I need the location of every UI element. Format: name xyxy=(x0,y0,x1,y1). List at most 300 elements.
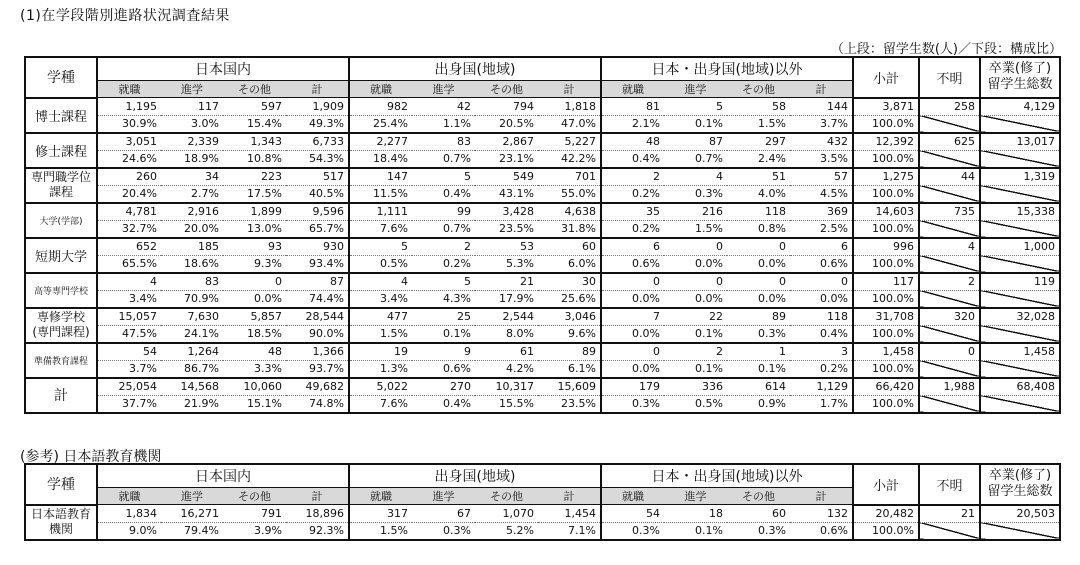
count-cell: 5,022 xyxy=(349,378,412,396)
count-cell: 7,630 xyxy=(161,308,223,326)
ratio-cell: 21.9% xyxy=(161,395,223,413)
ratio-cell: 1.7% xyxy=(790,395,853,413)
empty-diagonal-cell xyxy=(980,255,1060,273)
count-cell: 21 xyxy=(919,505,980,523)
ratio-cell: 100.0% xyxy=(853,290,919,308)
count-cell: 0 xyxy=(727,238,790,256)
count-cell: 48 xyxy=(223,343,286,361)
ratio-cell: 93.4% xyxy=(286,255,349,273)
row-name: 高等専門学校 xyxy=(25,273,97,308)
ratio-cell: 43.1% xyxy=(475,185,538,203)
count-cell: 54 xyxy=(97,343,161,361)
ratio-cell: 2.5% xyxy=(790,220,853,238)
count-cell: 0 xyxy=(919,343,980,361)
count-cell: 25,054 xyxy=(97,378,161,396)
ratio-cell: 100.0% xyxy=(853,115,919,133)
count-cell: 57 xyxy=(790,168,853,186)
row-name: 専門職学位課程 xyxy=(25,168,97,203)
ratio-cell: 2.1% xyxy=(601,115,664,133)
count-cell: 10,060 xyxy=(223,378,286,396)
ratio-cell: 65.5% xyxy=(97,255,161,273)
count-cell: 625 xyxy=(919,133,980,151)
ratio-cell: 0.5% xyxy=(664,395,727,413)
count-cell: 54 xyxy=(601,505,664,523)
count-cell: 28,544 xyxy=(286,308,349,326)
ratio-cell: 86.7% xyxy=(161,360,223,378)
count-cell: 270 xyxy=(412,378,475,396)
count-cell: 99 xyxy=(412,203,475,221)
count-cell: 517 xyxy=(286,168,349,186)
ratio-cell: 0.3% xyxy=(727,325,790,343)
ratio-cell: 90.0% xyxy=(286,325,349,343)
subheader-employment: 就職 xyxy=(97,81,161,98)
ratio-cell: 47.5% xyxy=(97,325,161,343)
empty-diagonal-cell xyxy=(980,325,1060,343)
count-cell: 49,682 xyxy=(286,378,349,396)
ratio-cell: 100.0% xyxy=(853,150,919,168)
ratio-cell: 0.3% xyxy=(664,185,727,203)
count-cell: 3,051 xyxy=(97,133,161,151)
unit-note: （上段：留学生数(人)／下段：構成比） xyxy=(830,42,1062,57)
ratio-cell: 4.5% xyxy=(790,185,853,203)
count-cell: 2 xyxy=(601,168,664,186)
ratio-cell: 0.2% xyxy=(790,360,853,378)
ratio-cell: 0.1% xyxy=(664,325,727,343)
ratio-cell: 17.9% xyxy=(475,290,538,308)
count-cell: 701 xyxy=(538,168,601,186)
ref-header-group-other: 日本・出身国(地域)以外 xyxy=(601,464,853,488)
header-total-line1: 卒業(修了) xyxy=(988,61,1052,77)
ratio-cell: 100.0% xyxy=(853,522,919,540)
subheader-further-study: 進学 xyxy=(664,81,727,98)
ratio-cell: 23.1% xyxy=(475,150,538,168)
count-cell: 0 xyxy=(790,273,853,291)
count-cell: 144 xyxy=(790,98,853,116)
count-cell: 58 xyxy=(727,98,790,116)
count-cell: 2 xyxy=(412,238,475,256)
empty-diagonal-cell xyxy=(919,220,980,238)
subheader-employment: 就職 xyxy=(601,488,664,505)
count-cell: 4 xyxy=(349,273,412,291)
subheader-total: 計 xyxy=(538,81,601,98)
count-cell: 132 xyxy=(790,505,853,523)
ratio-cell: 0.6% xyxy=(601,255,664,273)
ratio-cell: 47.0% xyxy=(538,115,601,133)
empty-diagonal-cell xyxy=(980,115,1060,133)
ref-header-subtotal: 小計 xyxy=(853,464,919,505)
count-cell: 48 xyxy=(601,133,664,151)
ratio-cell: 18.4% xyxy=(349,150,412,168)
empty-diagonal-cell xyxy=(980,290,1060,308)
ratio-cell: 0.4% xyxy=(412,395,475,413)
ratio-cell: 74.4% xyxy=(286,290,349,308)
ratio-cell: 2.4% xyxy=(727,150,790,168)
ratio-cell: 100.0% xyxy=(853,395,919,413)
empty-diagonal-cell xyxy=(980,360,1060,378)
count-cell: 30 xyxy=(538,273,601,291)
row-name: 専修学校(専門課程) xyxy=(25,308,97,343)
ratio-cell: 0.0% xyxy=(223,290,286,308)
row-name: 大学(学部) xyxy=(25,203,97,238)
count-cell: 1,366 xyxy=(286,343,349,361)
ratio-cell: 0.8% xyxy=(727,220,790,238)
subheader-employment: 就職 xyxy=(97,488,161,505)
count-cell: 4,781 xyxy=(97,203,161,221)
ratio-cell: 0.9% xyxy=(727,395,790,413)
count-cell: 14,568 xyxy=(161,378,223,396)
count-cell: 1,458 xyxy=(853,343,919,361)
ref-header-group-home-country: 出身国(地域) xyxy=(349,464,601,488)
ref-header-total-graduates xyxy=(980,464,1060,505)
ratio-cell: 0.2% xyxy=(601,185,664,203)
ratio-cell: 70.9% xyxy=(161,290,223,308)
count-cell: 2 xyxy=(919,273,980,291)
ratio-cell: 92.3% xyxy=(286,522,349,540)
ratio-cell: 18.6% xyxy=(161,255,223,273)
count-cell: 1,988 xyxy=(919,378,980,396)
count-cell: 1,899 xyxy=(223,203,286,221)
ratio-cell: 1.3% xyxy=(349,360,412,378)
ratio-cell: 0.4% xyxy=(601,150,664,168)
ratio-cell: 0.1% xyxy=(412,325,475,343)
count-cell: 5 xyxy=(349,238,412,256)
count-cell: 14,603 xyxy=(853,203,919,221)
count-cell: 2,277 xyxy=(349,133,412,151)
count-cell: 18 xyxy=(664,505,727,523)
count-cell: 652 xyxy=(97,238,161,256)
count-cell: 5 xyxy=(412,273,475,291)
subheader-other: その他 xyxy=(475,488,538,505)
row-name: 日本語教育機関 xyxy=(25,505,97,540)
count-cell: 1,319 xyxy=(980,168,1060,186)
ratio-cell: 0.4% xyxy=(790,325,853,343)
header-total-graduates xyxy=(980,57,1060,98)
ratio-cell: 1.5% xyxy=(664,220,727,238)
count-cell: 1,834 xyxy=(97,505,161,523)
count-cell: 22 xyxy=(664,308,727,326)
ratio-cell: 0.3% xyxy=(412,522,475,540)
count-cell: 67 xyxy=(412,505,475,523)
subheader-employment: 就職 xyxy=(349,488,412,505)
ratio-cell: 0.1% xyxy=(664,360,727,378)
count-cell: 794 xyxy=(475,98,538,116)
count-cell: 19 xyxy=(349,343,412,361)
ratio-cell: 11.5% xyxy=(349,185,412,203)
count-cell: 83 xyxy=(161,273,223,291)
count-cell: 2,339 xyxy=(161,133,223,151)
ratio-cell: 18.9% xyxy=(161,150,223,168)
count-cell: 1,343 xyxy=(223,133,286,151)
empty-diagonal-cell xyxy=(919,290,980,308)
ref-header-total-line2: 留学生総数 xyxy=(987,484,1053,500)
subheader-total: 計 xyxy=(538,488,601,505)
ratio-cell: 3.0% xyxy=(161,115,223,133)
ratio-cell: 25.6% xyxy=(538,290,601,308)
count-cell: 9 xyxy=(412,343,475,361)
count-cell: 68,408 xyxy=(980,378,1060,396)
ratio-cell: 3.9% xyxy=(223,522,286,540)
ratio-cell: 20.4% xyxy=(97,185,161,203)
row-name: 準備教育課程 xyxy=(25,343,97,378)
count-cell: 51 xyxy=(727,168,790,186)
subheader-other: その他 xyxy=(727,81,790,98)
empty-diagonal-cell xyxy=(919,395,980,413)
subheader-other: その他 xyxy=(223,81,286,98)
subheader-employment: 就職 xyxy=(601,81,664,98)
ratio-cell: 3.7% xyxy=(790,115,853,133)
ratio-cell: 7.1% xyxy=(538,522,601,540)
count-cell: 1,000 xyxy=(980,238,1060,256)
count-cell: 1 xyxy=(727,343,790,361)
count-cell: 83 xyxy=(412,133,475,151)
count-cell: 16,271 xyxy=(161,505,223,523)
ratio-cell: 8.0% xyxy=(475,325,538,343)
count-cell: 12,392 xyxy=(853,133,919,151)
count-cell: 89 xyxy=(727,308,790,326)
count-cell: 34 xyxy=(161,168,223,186)
ratio-cell: 0.6% xyxy=(790,522,853,540)
count-cell: 60 xyxy=(538,238,601,256)
count-cell: 15,609 xyxy=(538,378,601,396)
ratio-cell: 93.7% xyxy=(286,360,349,378)
ratio-cell: 3.4% xyxy=(349,290,412,308)
ratio-cell: 0.7% xyxy=(412,220,475,238)
count-cell: 260 xyxy=(97,168,161,186)
ratio-cell: 2.7% xyxy=(161,185,223,203)
count-cell: 1,275 xyxy=(853,168,919,186)
ratio-cell: 0.2% xyxy=(412,255,475,273)
ratio-cell: 13.0% xyxy=(223,220,286,238)
count-cell: 7 xyxy=(601,308,664,326)
ratio-cell: 7.6% xyxy=(349,220,412,238)
count-cell: 117 xyxy=(161,98,223,116)
subheader-other: その他 xyxy=(475,81,538,98)
empty-diagonal-cell xyxy=(919,325,980,343)
count-cell: 996 xyxy=(853,238,919,256)
ratio-cell: 9.6% xyxy=(538,325,601,343)
ratio-cell: 0.0% xyxy=(664,255,727,273)
count-cell: 20,503 xyxy=(980,505,1060,523)
count-cell: 53 xyxy=(475,238,538,256)
ratio-cell: 0.6% xyxy=(412,360,475,378)
count-cell: 791 xyxy=(223,505,286,523)
row-name: 博士課程 xyxy=(25,98,97,133)
ratio-cell: 37.7% xyxy=(97,395,161,413)
subheader-other: その他 xyxy=(727,488,790,505)
ratio-cell: 0.3% xyxy=(727,522,790,540)
ref-header-total-line1: 卒業(修了) xyxy=(988,468,1052,484)
count-cell: 336 xyxy=(664,378,727,396)
count-cell: 369 xyxy=(790,203,853,221)
count-cell: 147 xyxy=(349,168,412,186)
count-cell: 5,857 xyxy=(223,308,286,326)
subheader-further-study: 進学 xyxy=(412,488,475,505)
count-cell: 0 xyxy=(601,273,664,291)
count-cell: 42 xyxy=(412,98,475,116)
ratio-cell: 0.0% xyxy=(727,290,790,308)
ratio-cell: 100.0% xyxy=(853,360,919,378)
ratio-cell: 0.0% xyxy=(601,325,664,343)
empty-diagonal-cell xyxy=(980,150,1060,168)
ratio-cell: 32.7% xyxy=(97,220,161,238)
count-cell: 930 xyxy=(286,238,349,256)
header-type: 学種 xyxy=(25,57,97,98)
count-cell: 0 xyxy=(664,273,727,291)
count-cell: 66,420 xyxy=(853,378,919,396)
count-cell: 0 xyxy=(664,238,727,256)
header-subtotal: 小計 xyxy=(853,57,919,98)
count-cell: 87 xyxy=(664,133,727,151)
ratio-cell: 0.0% xyxy=(727,255,790,273)
ratio-cell: 0.4% xyxy=(412,185,475,203)
count-cell: 223 xyxy=(223,168,286,186)
ratio-cell: 4.0% xyxy=(727,185,790,203)
ratio-cell: 0.0% xyxy=(601,290,664,308)
empty-diagonal-cell xyxy=(919,255,980,273)
ratio-cell: 42.2% xyxy=(538,150,601,168)
count-cell: 614 xyxy=(727,378,790,396)
ref-header-group-japan: 日本国内 xyxy=(97,464,349,488)
count-cell: 179 xyxy=(601,378,664,396)
count-cell: 3,428 xyxy=(475,203,538,221)
ratio-cell: 54.3% xyxy=(286,150,349,168)
subheader-further-study: 進学 xyxy=(161,81,223,98)
ratio-cell: 7.6% xyxy=(349,395,412,413)
ratio-cell: 0.1% xyxy=(727,360,790,378)
ratio-cell: 25.4% xyxy=(349,115,412,133)
ratio-cell: 0.2% xyxy=(601,220,664,238)
subheader-total: 計 xyxy=(790,488,853,505)
ratio-cell: 4.3% xyxy=(412,290,475,308)
ratio-cell: 6.1% xyxy=(538,360,601,378)
count-cell: 1,264 xyxy=(161,343,223,361)
count-cell: 1,195 xyxy=(97,98,161,116)
count-cell: 297 xyxy=(727,133,790,151)
count-cell: 0 xyxy=(601,343,664,361)
main-table xyxy=(24,56,1061,414)
count-cell: 61 xyxy=(475,343,538,361)
ratio-cell: 10.8% xyxy=(223,150,286,168)
ratio-cell: 20.0% xyxy=(161,220,223,238)
count-cell: 2 xyxy=(664,343,727,361)
ratio-cell: 0.5% xyxy=(349,255,412,273)
count-cell: 477 xyxy=(349,308,412,326)
count-cell: 1,818 xyxy=(538,98,601,116)
subheader-further-study: 進学 xyxy=(161,488,223,505)
ratio-cell: 3.3% xyxy=(223,360,286,378)
count-cell: 1,458 xyxy=(980,343,1060,361)
count-cell: 1,070 xyxy=(475,505,538,523)
count-cell: 317 xyxy=(349,505,412,523)
count-cell: 0 xyxy=(727,273,790,291)
ratio-cell: 15.1% xyxy=(223,395,286,413)
ratio-cell: 31.8% xyxy=(538,220,601,238)
subheader-total: 計 xyxy=(790,81,853,98)
ratio-cell: 49.3% xyxy=(286,115,349,133)
header-unknown: 不明 xyxy=(919,57,980,98)
count-cell: 4,638 xyxy=(538,203,601,221)
ratio-cell: 0.1% xyxy=(664,115,727,133)
count-cell: 13,017 xyxy=(980,133,1060,151)
count-cell: 2,867 xyxy=(475,133,538,151)
count-cell: 1,909 xyxy=(286,98,349,116)
subheader-other: その他 xyxy=(223,488,286,505)
ratio-cell: 65.7% xyxy=(286,220,349,238)
ratio-cell: 1.5% xyxy=(349,325,412,343)
count-cell: 60 xyxy=(727,505,790,523)
ratio-cell: 3.4% xyxy=(97,290,161,308)
ref-header-unknown: 不明 xyxy=(919,464,980,505)
count-cell: 982 xyxy=(349,98,412,116)
count-cell: 549 xyxy=(475,168,538,186)
count-cell: 320 xyxy=(919,308,980,326)
count-cell: 119 xyxy=(980,273,1060,291)
count-cell: 6 xyxy=(790,238,853,256)
count-cell: 6,733 xyxy=(286,133,349,151)
count-cell: 118 xyxy=(790,308,853,326)
ratio-cell: 1.5% xyxy=(349,522,412,540)
count-cell: 2,916 xyxy=(161,203,223,221)
count-cell: 432 xyxy=(790,133,853,151)
ratio-cell: 40.5% xyxy=(286,185,349,203)
ratio-cell: 0.7% xyxy=(412,150,475,168)
row-name: 短期大学 xyxy=(25,238,97,273)
ratio-cell: 74.8% xyxy=(286,395,349,413)
count-cell: 21 xyxy=(475,273,538,291)
ratio-cell: 0.0% xyxy=(790,290,853,308)
count-cell: 2,544 xyxy=(475,308,538,326)
count-cell: 35 xyxy=(601,203,664,221)
ratio-cell: 100.0% xyxy=(853,185,919,203)
row-name: 計 xyxy=(25,378,97,413)
count-cell: 1,111 xyxy=(349,203,412,221)
ratio-cell: 6.0% xyxy=(538,255,601,273)
ratio-cell: 15.4% xyxy=(223,115,286,133)
empty-diagonal-cell xyxy=(919,185,980,203)
count-cell: 3,871 xyxy=(853,98,919,116)
count-cell: 10,317 xyxy=(475,378,538,396)
ratio-cell: 5.3% xyxy=(475,255,538,273)
ratio-cell: 24.1% xyxy=(161,325,223,343)
subheader-total: 計 xyxy=(286,81,349,98)
header-group-home-country: 出身国(地域) xyxy=(349,57,601,81)
count-cell: 4,129 xyxy=(980,98,1060,116)
empty-diagonal-cell xyxy=(919,522,980,540)
empty-diagonal-cell xyxy=(980,522,1060,540)
count-cell: 118 xyxy=(727,203,790,221)
ratio-cell: 9.0% xyxy=(97,522,161,540)
count-cell: 93 xyxy=(223,238,286,256)
ratio-cell: 1.5% xyxy=(727,115,790,133)
ratio-cell: 5.2% xyxy=(475,522,538,540)
count-cell: 32,028 xyxy=(980,308,1060,326)
reference-title: (参考) 日本語教育機関 xyxy=(20,449,162,465)
count-cell: 15,338 xyxy=(980,203,1060,221)
ratio-cell: 20.5% xyxy=(475,115,538,133)
ratio-cell: 1.1% xyxy=(412,115,475,133)
count-cell: 5 xyxy=(664,98,727,116)
ratio-cell: 30.9% xyxy=(97,115,161,133)
count-cell: 4 xyxy=(664,168,727,186)
count-cell: 6 xyxy=(601,238,664,256)
ratio-cell: 0.6% xyxy=(790,255,853,273)
ratio-cell: 3.5% xyxy=(790,150,853,168)
count-cell: 1,454 xyxy=(538,505,601,523)
ratio-cell: 23.5% xyxy=(538,395,601,413)
count-cell: 87 xyxy=(286,273,349,291)
count-cell: 15,057 xyxy=(97,308,161,326)
ratio-cell: 15.5% xyxy=(475,395,538,413)
